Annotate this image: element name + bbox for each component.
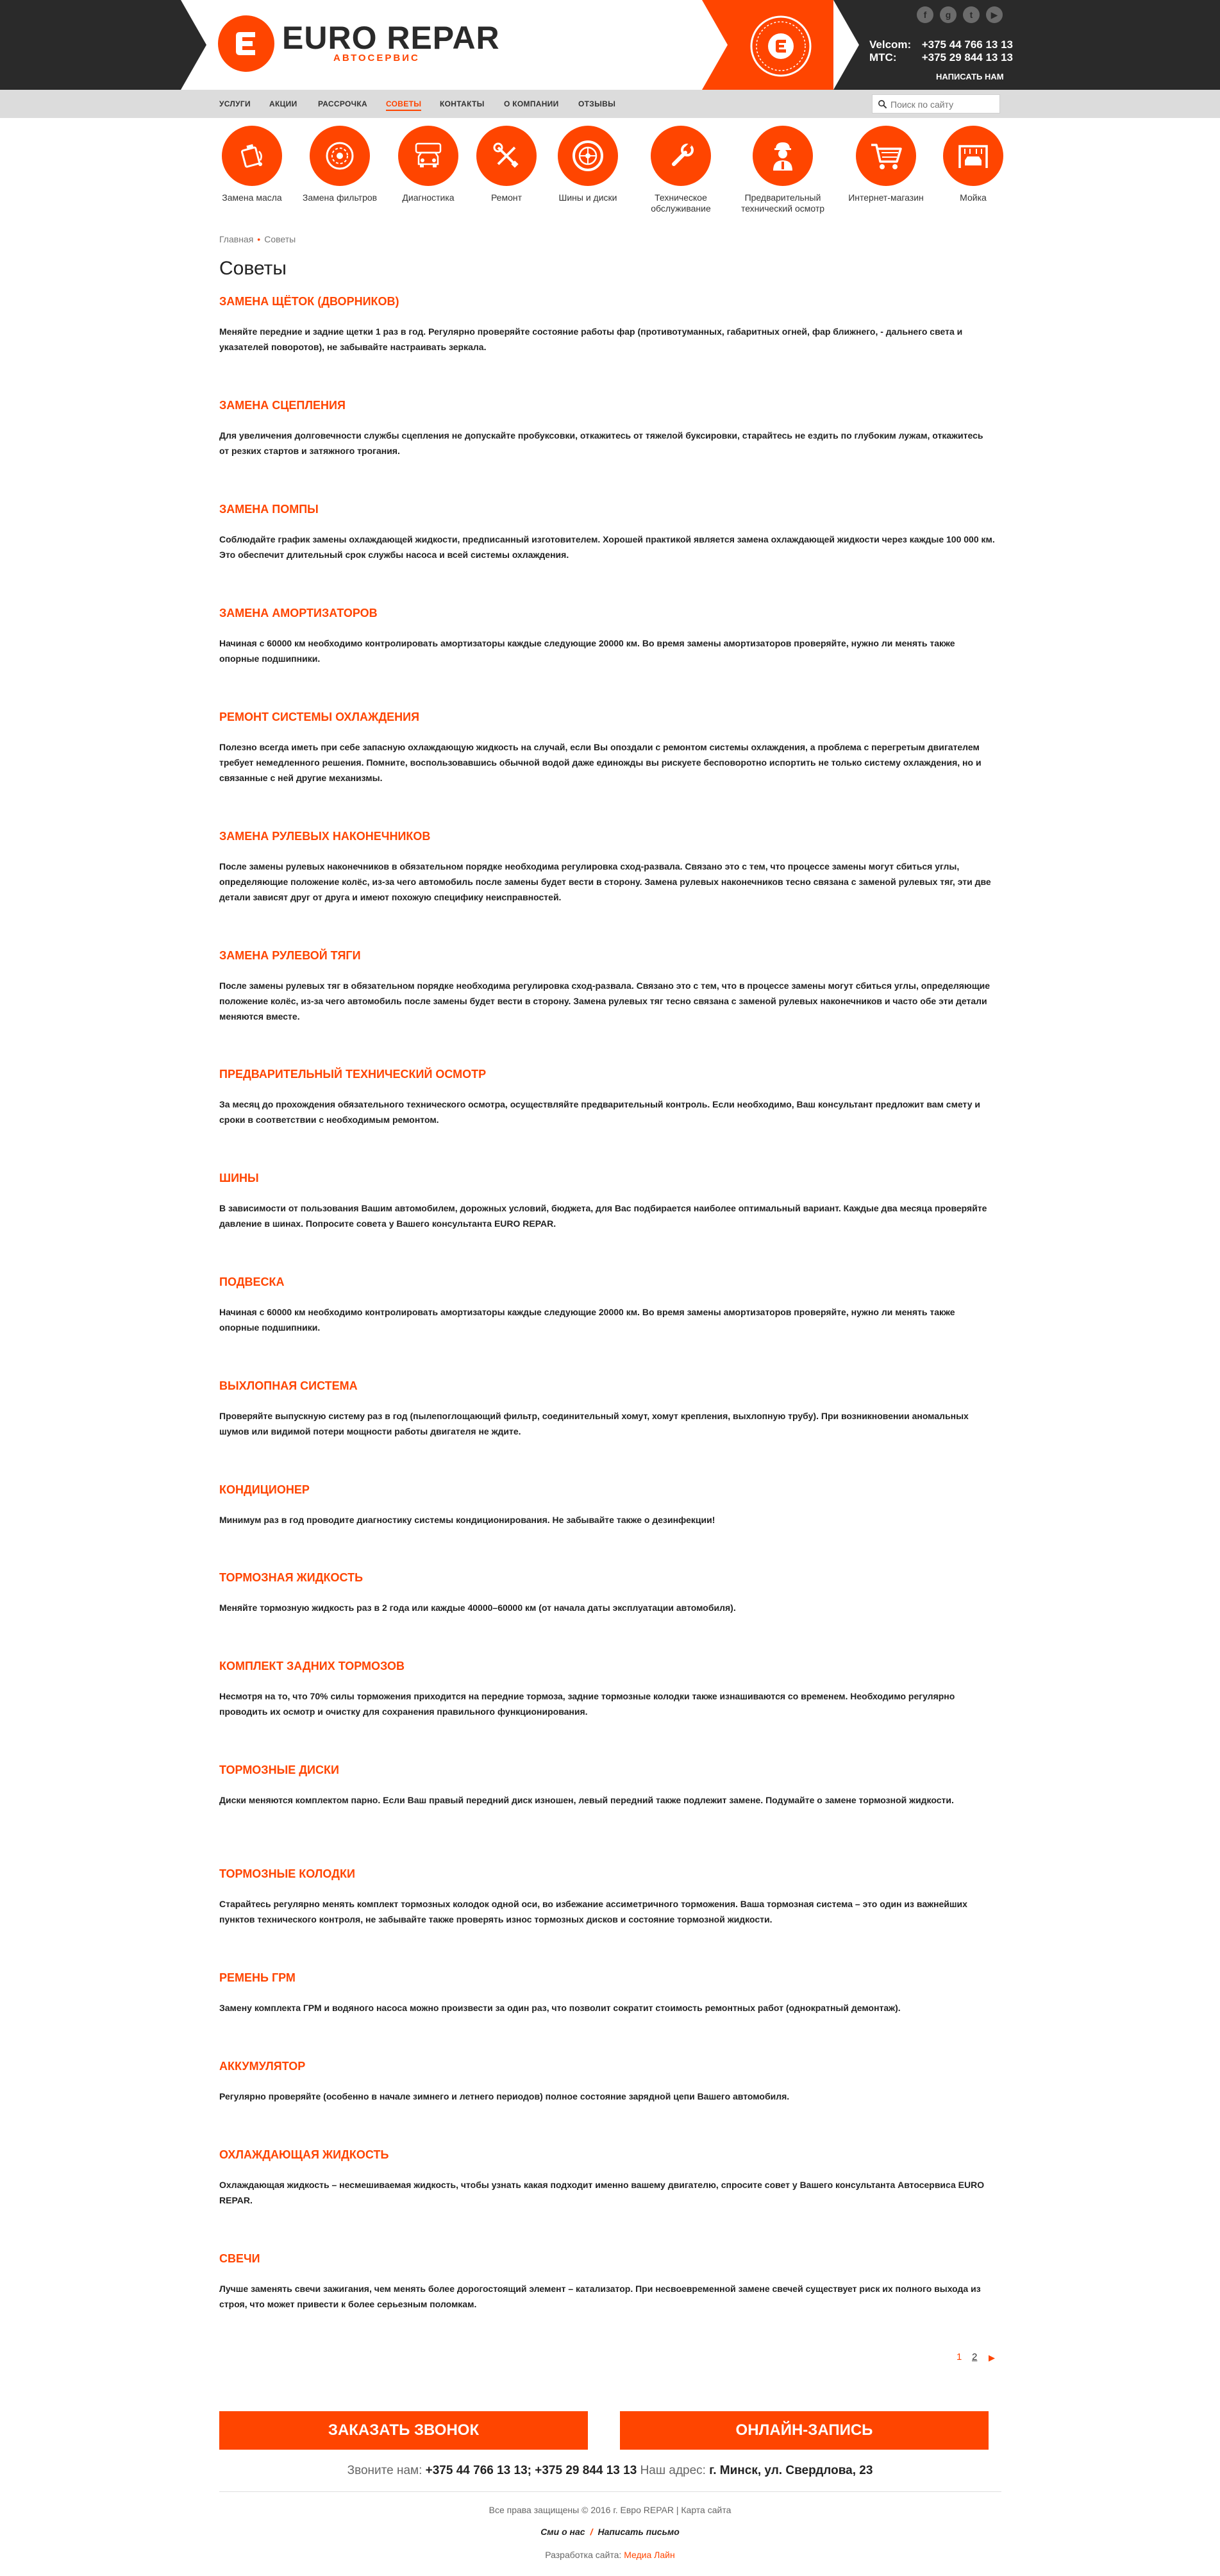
service-circle[interactable]: [310, 126, 370, 186]
tip-text: После замены рулевых наконечников в обязательном порядке необходима регулировка сход-развала. Связано это с тем, что процессе замены могут сбиться углы, определяющие положение колёс, из-за чего автомобиль после замены будет вести в сторону. Замена рулевых наконечников тесно связана с заменой рулевых тяг, эти две детали зависят друг от друга и имеют похожую специфику неисправностей.: [219, 861, 991, 902]
footer-links: [0, 2527, 1220, 2537]
tip-title: ПРЕДВАРИТЕЛЬНЫЙ ТЕХНИЧЕСКИЙ ОСМОТР: [219, 1068, 487, 1081]
breadcrumb-current: Советы: [264, 234, 296, 244]
tip-title: ЗАМЕНА ПОМПЫ: [219, 503, 319, 516]
tip-title: ПОДВЕСКА: [219, 1275, 285, 1288]
euro-repar-logo-icon[interactable]: [218, 15, 274, 72]
tip-item: [219, 2060, 1001, 2101]
order-call-button[interactable]: ЗАКАЗАТЬ ЗВОНОК: [219, 2411, 588, 2450]
online-booking-button[interactable]: ОНЛАЙН-ЗАПИСЬ: [620, 2411, 989, 2450]
breadcrumb: [219, 234, 296, 244]
call-label: Звоните нам:: [347, 2464, 422, 2477]
tip-item: [219, 1867, 1001, 1924]
tip-item: [219, 295, 1001, 352]
media-about-us-link[interactable]: Сми о нас: [540, 2527, 585, 2537]
tip-text: Регулярно проверяйте (особенно в начале зимнего и летнего периодов) полное состояние зарядной цепи Вашего автомобиля.: [219, 2091, 790, 2101]
tip-text: Меняйте передние и задние щетки 1 раз в год. Регулярно проверяйте состояние работы фар (противотуманных, габаритных огней, фар ближнего, - дальнего света и указателей поворотов), не забывайте настраивать зеркала.: [219, 326, 963, 352]
developer-label: Разработка сайта:: [545, 2550, 622, 2560]
tip-title: ЗАМЕНА РУЛЕВЫХ НАКОНЕЧНИКОВ: [219, 830, 431, 843]
address-label: Наш адрес:: [640, 2464, 706, 2477]
tip-item: [219, 399, 1001, 456]
tip-text: Для увеличения долговечности службы сцепления не допускайте пробуксовки, откажитесь от тяжелой буксировки, старайтесь не ездить по глубоким лужам, откажитесь от резких стартов и затяжного трогания.: [219, 430, 983, 456]
service-circle[interactable]: [651, 126, 711, 186]
tip-text: Старайтесь регулярно менять комплект тормозных колодок одной оси, во избежание ассиметричного торможения. Ваша тормозная система – это один из важнейших пунктов технического контроля, не забывайте также проверять износ тормозных дисков и состояние тормозной жидкости.: [219, 1899, 967, 1924]
tip-item: [219, 830, 1001, 902]
tip-text: Полезно всегда иметь при себе запасную охлаждающую жидкость на случай, если Вы опоздали с ремонтом системы охлаждения, а проблема с перегретым двигателем требует немедленного решения. Помните, воспользовавшись обычной водой даже единожды вы рискуете бесповоротно испортить не только систему охлаждения, но и связанные с ней другие механизмы.: [219, 742, 982, 783]
tip-text: Охлаждающая жидкость – несмешиваемая жидкость, чтобы узнать какая подходит именно вашему двигателю, спросите совет у Вашего консультанта Автосервиса EURO REPAR.: [219, 2180, 985, 2205]
filter-icon: [323, 139, 356, 173]
tip-item: [219, 1571, 1001, 1613]
tip-item: [219, 949, 1001, 1022]
tip-title: ТОРМОЗНЫЕ ДИСКИ: [219, 1764, 339, 1776]
contact-phones[interactable]: +375 44 766 13 13; +375 29 844 13 13: [425, 2464, 637, 2477]
twitter-icon[interactable]: t: [963, 6, 980, 23]
pagination-next-icon[interactable]: ▶: [989, 2353, 995, 2362]
phone-label: Velcom:: [869, 38, 912, 51]
service-circle[interactable]: [943, 126, 1003, 186]
footer-rights: Все права защищены © 2016 г. Евро REPAR | Карта сайта: [489, 2505, 731, 2515]
wrench-icon: [665, 140, 697, 172]
tip-title: КОМПЛЕКТ ЗАДНИХ ТОРМОЗОВ: [219, 1660, 405, 1672]
service-circle[interactable]: [753, 126, 813, 186]
car-wash-icon: [956, 140, 990, 172]
service-label: Техническое обслуживание: [651, 192, 711, 214]
search-icon[interactable]: [878, 99, 887, 109]
service-car-wash[interactable]: [922, 126, 1024, 203]
nav-item-about[interactable]: О КОМПАНИИ: [504, 99, 559, 108]
service-label: Диагностика: [402, 192, 455, 203]
search-box[interactable]: [872, 94, 1000, 114]
tip-title: РЕМЕНЬ ГРМ: [219, 1971, 296, 1984]
service-circle[interactable]: [856, 126, 916, 186]
tip-title: АККУМУЛЯТОР: [219, 2060, 306, 2073]
tip-item: [219, 1483, 1001, 1525]
contacts-line: [0, 2464, 1220, 2478]
tip-text: Замену комплекта ГРМ и водяного насоса можно произвести за один раз, что позволит сократит стоимость ремонтных работ (однократный демонтаж).: [219, 2003, 901, 2013]
site-header: [0, 0, 1220, 90]
tip-title: ЗАМЕНА ЩЁТОК (ДВОРНИКОВ): [219, 295, 399, 308]
tip-text: После замены рулевых тяг в обязательном порядке необходима регулировка сход-развала. Связано это с тем, что в процессе замены могут сбиться углы, определяющие положение колёс, из-за чего автомобиль после замены будет вести в сторону. Замена рулевых тяг тесно связана с заменой рулевых наконечников и часто обе эти детали меняются вместе.: [219, 981, 990, 1022]
brand-title[interactable]: EURO REPAR: [282, 20, 500, 56]
car-diagnostics-icon: [411, 140, 446, 172]
tip-item: [219, 1764, 1001, 1805]
tip-text: Меняйте тормозную жидкость раз в 2 года или каждые 40000–60000 км (от начала даты эксплуатации автомобиля).: [219, 1603, 736, 1613]
service-circle[interactable]: [476, 126, 537, 186]
mechanic-icon: [767, 139, 799, 173]
tip-item: [219, 1068, 1001, 1125]
write-us-link[interactable]: НАПИСАТЬ НАМ: [936, 72, 1004, 81]
header-phones: [869, 38, 1013, 64]
tip-title: ЗАМЕНА СЦЕПЛЕНИЯ: [219, 399, 346, 412]
service-tires[interactable]: [537, 126, 639, 203]
tip-text: Лучше заменять свечи зажигания, чем менять более дорогостоящий элемент – катализатор. При несвоевременной замене свечей существует риск их полного выхода из строя, что может привести к более серьезным поломкам.: [219, 2284, 981, 2309]
tip-text: Минимум раз в год проводите диагностику системы кондиционирования. Не забывайте также о дезинфекции!: [219, 1515, 715, 1525]
tip-item: [219, 1971, 1001, 2013]
wrench-screwdriver-icon: [490, 140, 522, 172]
tip-title: СВЕЧИ: [219, 2252, 260, 2265]
tip-title: ОХЛАЖДАЮЩАЯ ЖИДКОСТЬ: [219, 2148, 389, 2161]
tip-item: [219, 1172, 1001, 1229]
service-circle[interactable]: [398, 126, 458, 186]
tip-item: [219, 503, 1001, 560]
tip-item: [219, 1379, 1001, 1436]
service-label: Замена фильтров: [302, 192, 378, 203]
tip-text: За месяц до прохождения обязательного технического осмотра, осуществляйте предварительный контроль. Если необходимо, Ваш консультант предложит вам смету и сроки в соответствии с необходимым ремонтом.: [219, 1099, 981, 1125]
main-nav: [0, 90, 1220, 118]
breadcrumb-separator: •: [257, 234, 261, 244]
tip-text: Начиная с 60000 км необходимо контролировать амортизаторы каждые следующие 20000 км. Во время замены амортизаторов проверяйте, нужно ли менять также опорные подшипники.: [219, 1307, 955, 1333]
tip-item: [219, 2252, 1001, 2309]
youtube-icon[interactable]: ▶: [986, 6, 1003, 23]
nav-item-promotions[interactable]: АКЦИИ: [269, 99, 297, 108]
page-title: Советы: [219, 258, 287, 279]
tip-text: Проверяйте выпускную систему раз в год (пылепоглощающий фильтр, соединительный хомут, хомут крепления, выхлопную трубу). При возникновении аномальных шумов или видимой потери мощности работы двигателя не ждите.: [219, 1411, 969, 1436]
tip-title: ТОРМОЗНЫЕ КОЛОДКИ: [219, 1867, 355, 1880]
tip-item: [219, 711, 1001, 783]
service-pre-inspection[interactable]: [731, 126, 834, 214]
quality-badge-icon: [749, 14, 813, 78]
service-circle[interactable]: [222, 126, 282, 186]
footer-developer: [0, 2550, 1220, 2560]
tip-title: ШИНЫ: [219, 1172, 259, 1184]
service-maintenance[interactable]: [630, 126, 732, 214]
tip-item: [219, 1275, 1001, 1333]
wheel-icon: [571, 139, 605, 173]
nav-item-contacts[interactable]: КОНТАКТЫ: [440, 99, 485, 108]
tip-title: ЗАМЕНА АМОРТИЗАТОРОВ: [219, 607, 378, 619]
header-background: [0, 0, 1220, 90]
tip-title: ТОРМОЗНАЯ ЖИДКОСТЬ: [219, 1571, 363, 1584]
brand-subtitle: АВТОСЕРВИС: [333, 53, 420, 63]
phone-number[interactable]: +375 29 844 13 13: [921, 51, 1013, 63]
contact-address: г. Минск, ул. Свердлова, 23: [709, 2464, 873, 2477]
tip-title: ЗАМЕНА РУЛЕВОЙ ТЯГИ: [219, 949, 361, 962]
google-plus-icon[interactable]: g: [940, 6, 957, 23]
service-label: Шины и диски: [558, 192, 617, 203]
footer-separator: /: [590, 2527, 593, 2537]
phone-mts[interactable]: [869, 51, 1013, 64]
footer-divider: [219, 2491, 1001, 2492]
search-input[interactable]: [890, 97, 996, 112]
nav-item-tips[interactable]: СОВЕТЫ: [386, 99, 421, 111]
phone-label: МТС:: [869, 51, 897, 63]
nav-item-services[interactable]: УСЛУГИ: [219, 99, 251, 108]
facebook-icon[interactable]: f: [917, 6, 933, 23]
tip-text: В зависимости от пользования Вашим автомобилем, дорожных условий, бюджета, для Вас подбирается наиболее оптимальный вариант. Каждые два месяца проверяйте давление в шинах. Попросите совета у Вашего консультанта EURO REPAR.: [219, 1203, 987, 1229]
nav-item-reviews[interactable]: ОТЗЫВЫ: [578, 99, 616, 108]
pagination-page-2[interactable]: 2: [972, 2352, 978, 2362]
tip-text: Диски меняются комплектом парно. Если Ваш правый передний диск изношен, левый передний также подлежит замене. Подумайте о замене тормозной жидкости.: [219, 1795, 954, 1805]
breadcrumb-home[interactable]: Главная: [219, 234, 254, 244]
phone-velcom[interactable]: [869, 38, 1013, 51]
tip-text: Начиная с 60000 км необходимо контролировать амортизаторы каждые следующие 20000 км. Во время замены амортизаторов проверяйте, нужно ли менять также опорные подшипники.: [219, 638, 955, 664]
tip-item: [219, 607, 1001, 664]
tip-item: [219, 1660, 1001, 1717]
phone-number[interactable]: +375 44 766 13 13: [921, 38, 1013, 51]
service-label: Ремонт: [490, 192, 522, 203]
service-oil-change[interactable]: [201, 126, 303, 203]
service-filter-change[interactable]: [288, 126, 391, 203]
tip-item: [219, 2148, 1001, 2205]
oil-can-icon: [236, 140, 268, 172]
write-letter-link[interactable]: Написать письмо: [597, 2527, 680, 2537]
service-label: Предварительный технический осмотр: [740, 192, 825, 214]
tip-title: ВЫХЛОПНАЯ СИСТЕМА: [219, 1379, 358, 1392]
service-circle[interactable]: [558, 126, 618, 186]
service-label: Мойка: [960, 192, 987, 203]
cart-icon: [869, 140, 903, 172]
service-label: Замена масла: [222, 192, 282, 203]
developer-link[interactable]: Медиа Лайн: [624, 2550, 675, 2560]
tip-title: РЕМОНТ СИСТЕМЫ ОХЛАЖДЕНИЯ: [219, 711, 420, 723]
tip-text: Несмотря на то, что 70% силы торможения приходится на передние тормоза, задние тормозные колодки также изнашиваются со временем. Необходимо регулярно проводить их осмотр и очистку для сохранения правильного функционирования.: [219, 1691, 955, 1717]
nav-item-installments[interactable]: РАССРОЧКА: [318, 99, 367, 108]
tip-text: Соблюдайте график замены охлаждающей жидкости, предписанный изготовителем. Хорошей практикой является замена охлаждающей жидкости через каждые 100 000 км. Это обеспечит длительный срок службы насоса и всей системы охлаждения.: [219, 534, 995, 560]
tip-title: КОНДИЦИОНЕР: [219, 1483, 310, 1496]
pagination-page-1[interactable]: 1: [957, 2352, 962, 2362]
service-label: Интернет-магазин: [848, 192, 924, 203]
